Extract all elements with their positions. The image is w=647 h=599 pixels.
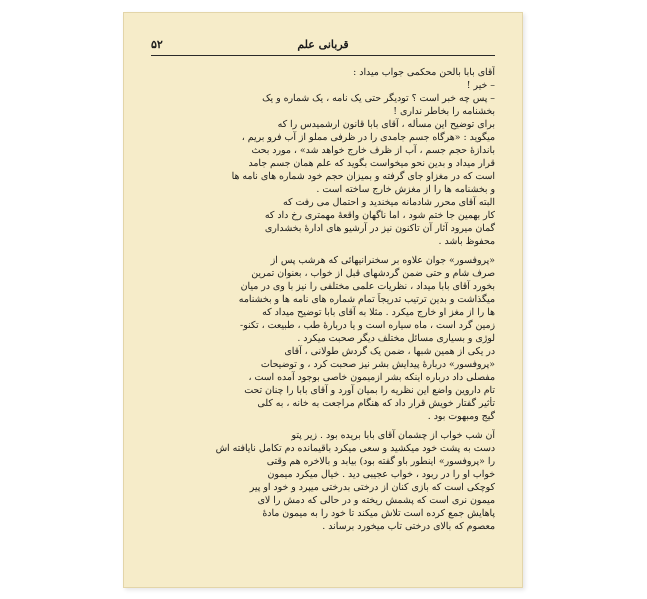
text-line: و بخشنامه ها را از مغزش خارج ساخته است .: [316, 184, 495, 195]
text-line: پاهایش جمع کرده است تلاش میکند تا خود را به میمون مادهٔ: [262, 508, 495, 519]
running-title: قربانی علم: [297, 38, 349, 51]
page-number: ۵۲: [151, 38, 163, 51]
page-body-text: [153, 66, 495, 570]
text-line: آن شب خواب از چشمان آقای بابا بریده بود . زیر پتو: [291, 430, 495, 441]
text-line: «پروفسور» جوان علاوه بر سخنرانیهائی که هرشب پس از: [270, 255, 495, 266]
text-line: قرار میداد و بدین نحو میخواست بگوید که علم همان جسم جامد: [248, 158, 495, 169]
text-line: مفصلی داد درباره اینکه بشر ازمیمون خاصی بوجود آمده است ،: [248, 372, 495, 383]
text-line: – پس چه خبر است ؟ تودیگر حتی یک نامه ، یک شماره و یک: [262, 93, 495, 104]
text-line: است که در مغزاو جای گرفته و بمیزان حجم خود شماره های نامه ها: [231, 171, 495, 182]
text-line: در یکی از همین شبها ، ضمن یک گردش طولانی ، آقای: [284, 346, 495, 357]
text-line: محفوظ باشد .: [438, 236, 495, 247]
text-line: کار بهمین جا ختم شود ، اما ناگهان واقعهٔ مهمتری رخ داد که: [264, 210, 495, 221]
text-line: را «پروفسور» اینطور باو گفته بود) بیابد و بالاخره هم وقتی: [266, 456, 495, 467]
book-page: [123, 12, 523, 588]
text-line: گیج ومبهوت بود .: [427, 411, 495, 422]
text-line: باندازهٔ حجم جسم ، آب از ظرف خارج خواهد شد» ، مورد بحث: [251, 145, 495, 156]
text-line: میگذاشت و بدین ترتیب تدریجاً تمام شماره های نامه ها و بخشنامه: [238, 294, 495, 305]
text-line: میمون نری است که پشمش ریخته و در حالی که دمش را لای: [257, 495, 495, 506]
text-line: برای توضیح این مسأله ، آقای بابا قانون ارشمیدس را که: [277, 119, 495, 130]
text-line: – خیر !: [466, 80, 495, 91]
text-line: البته آقای محرر شادمانه میخندید و احتمال می رفت که: [283, 197, 495, 208]
text-line: تام داروین واضع این نظریه را بمیان آورد و آقای بابا را چنان تحت: [244, 385, 495, 396]
text-line: ها را از مغز او خارج میکرد . مثلا به آقای بابا توضیح میداد که: [262, 307, 495, 318]
text-line: گمان میرود آثار آن تاکنون نیز در آرشیو های ادارهٔ بخشداری: [264, 223, 495, 234]
text-line: تأثیر گفتار خویش قرار داد که هنگام مراجعت به خانه ، به کلی: [257, 398, 495, 409]
text-line: دست به پشت خود میکشید و سعی میکرد باقیمانده دم تکامل نایافته اش: [215, 443, 495, 454]
text-line: کوچکی است که بازی کنان از درختی بدرختی میپرد و خود او پیر: [249, 482, 495, 493]
header-rule: [151, 55, 495, 56]
text-line: لوژی و بسیاری مسائل مختلف دیگر صحبت میکرد .: [297, 333, 495, 344]
text-line: خواب او را در ربود ، خواب عجیبی دید . خیال میکرد میمون: [267, 469, 495, 480]
text-line: «پروفسور» دربارهٔ پیدایش بشر نیز صحبت کرد ، و توضیحات: [260, 359, 495, 370]
text-line: میگوید : «هرگاه جسم جامدی را در ظرفی مملو از آب فرو بریم ،: [241, 132, 495, 143]
page-header: [151, 38, 495, 58]
text-line: معصوم که بالای درختی تاب میخورد برساند .: [322, 521, 495, 532]
text-line: بخورد آقای بابا میداد ، نظریات علمی مختلفی را نیز با وی در میان: [240, 281, 495, 292]
text-line: صرف شام و حتی ضمن گردشهای قبل از خواب ، بعنوان تمرین: [251, 268, 495, 279]
text-line: بخشنامه را بخاطر نداری !: [393, 106, 495, 117]
text-line: آقای بابا بالحن محکمی جواب میداد :: [353, 67, 495, 78]
text-line: زمین گرد است ، ماه سیاره است و یا دربارهٔ طب ، طبیعت ، تکنو-: [240, 320, 495, 331]
